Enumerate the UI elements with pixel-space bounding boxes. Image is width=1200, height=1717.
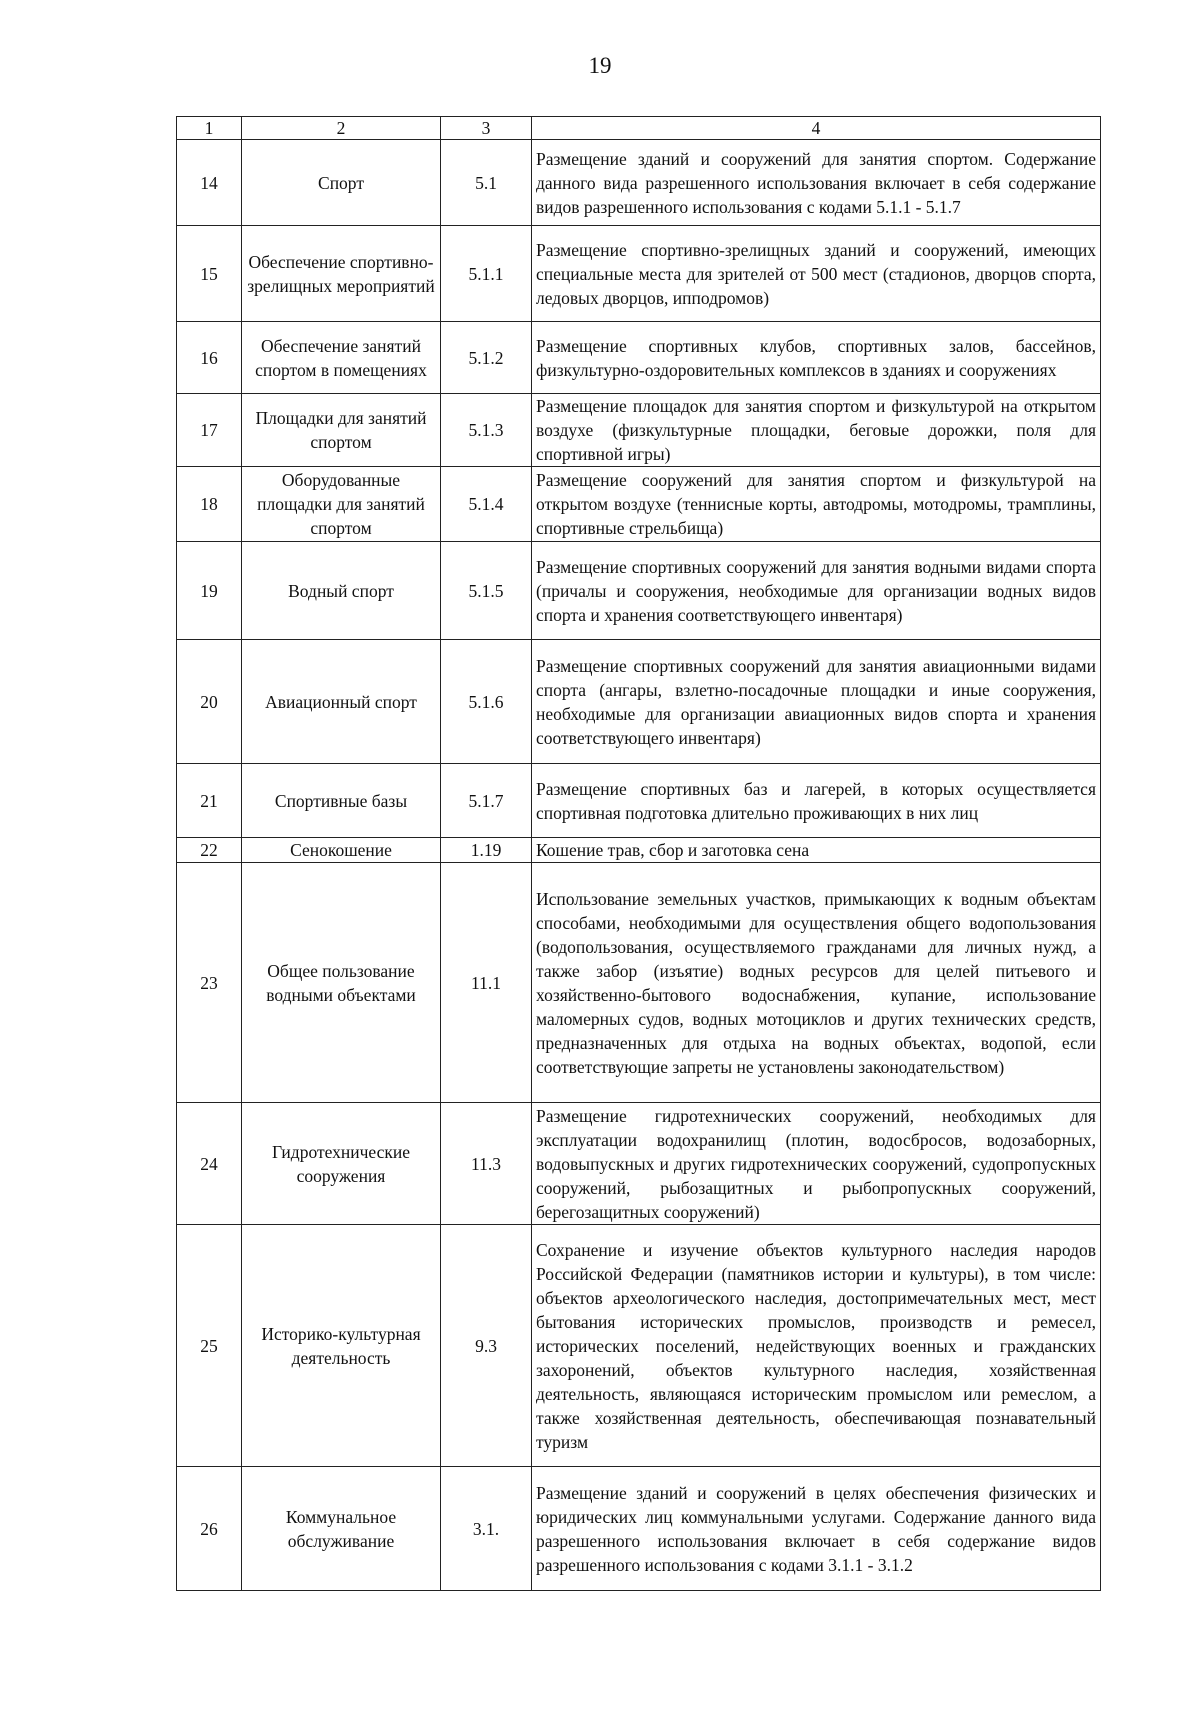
- row-description: Размещение спортивно-зрелищных зданий и сооружений, имеющих специальные места для зрителей от 500 мест (стадионов, дворцов спорта, ледовых дворцов, ипподромов): [532, 226, 1101, 322]
- row-number: 19: [177, 542, 242, 640]
- row-description: Размещение спортивных клубов, спортивных залов, бассейнов, физкультурно-оздоровительных комплексов в зданиях и сооружениях: [532, 322, 1101, 394]
- row-name: Спортивные базы: [242, 764, 441, 838]
- row-description: Размещение площадок для занятия спортом и физкультурой на открытом воздухе (физкультурные площадки, беговые дорожки, поля для спортивной игры): [532, 394, 1101, 467]
- column-header-1: 1: [177, 117, 242, 140]
- column-header-4: 4: [532, 117, 1101, 140]
- row-number: 20: [177, 640, 242, 764]
- row-description: Размещение зданий и сооружений в целях обеспечения физических и юридических лиц коммунальными услугами. Содержание данного вида разрешенного использования включает в себя содержание видов разрешенного использования с кодами 3.1.1 - 3.1.2: [532, 1467, 1101, 1591]
- row-code: 9.3: [441, 1225, 532, 1467]
- row-code: 5.1.3: [441, 394, 532, 467]
- row-description: Размещение спортивных сооружений для занятия авиационными видами спорта (ангары, взлетно-посадочные площадки и иные сооружения, необходимые для организации авиационных видов спорта и хранения соответствующего инвентаря): [532, 640, 1101, 764]
- row-name: Гидротехнические сооружения: [242, 1103, 441, 1225]
- table-row: [177, 764, 1101, 838]
- row-code: 5.1.6: [441, 640, 532, 764]
- column-header-3: 3: [441, 117, 532, 140]
- row-description: Размещение зданий и сооружений для занятия спортом. Содержание данного вида разрешенного использования включает в себя содержание видов разрешенного использования с кодами 5.1.1 - 5.1.7: [532, 140, 1101, 226]
- row-number: 17: [177, 394, 242, 467]
- table-header-row: [177, 117, 1101, 140]
- row-description: Размещение гидротехнических сооружений, необходимых для эксплуатации водохранилищ (плотин, водосбросов, водозаборных, водовыпускных и других гидротехнических сооружений, судопропускных сооружений, рыбозащитных и рыбопропускных сооружений, берегозащитных сооружений): [532, 1103, 1101, 1225]
- table-row: [177, 542, 1101, 640]
- row-number: 18: [177, 467, 242, 542]
- row-number: 14: [177, 140, 242, 226]
- row-description: Сохранение и изучение объектов культурного наследия народов Российской Федерации (памятников истории и культуры), в том числе: объектов археологического наследия, достопримечательных мест, мест бытования исторических промыслов, производств и ремесел, исторических поселений, недействующих военных и гражданских захоронений, объектов культурного наследия, хозяйственная деятельность, являющаяся историческим промыслом или ремеслом, а также хозяйственная деятельность, обеспечивающая познавательный туризм: [532, 1225, 1101, 1467]
- table-row: [177, 394, 1101, 467]
- table-row: [177, 640, 1101, 764]
- row-code: 5.1.4: [441, 467, 532, 542]
- row-name: Авиационный спорт: [242, 640, 441, 764]
- row-name: Общее пользование водными объектами: [242, 863, 441, 1103]
- row-number: 23: [177, 863, 242, 1103]
- row-description: Размещение спортивных сооружений для занятия водными видами спорта (причалы и сооружения, необходимые для организации водных видов спорта и хранения соответствующего инвентаря): [532, 542, 1101, 640]
- row-number: 22: [177, 838, 242, 863]
- column-header-2: 2: [242, 117, 441, 140]
- row-name: Обеспечение занятий спортом в помещениях: [242, 322, 441, 394]
- row-number: 26: [177, 1467, 242, 1591]
- table-row: [177, 1225, 1101, 1467]
- table-row: [177, 863, 1101, 1103]
- row-number: 25: [177, 1225, 242, 1467]
- table-row: [177, 226, 1101, 322]
- row-code: 3.1.: [441, 1467, 532, 1591]
- row-name: Сенокошение: [242, 838, 441, 863]
- row-description: Размещение сооружений для занятия спортом и физкультурой на открытом воздухе (теннисные корты, автодромы, мотодромы, трамплины, спортивные стрельбища): [532, 467, 1101, 542]
- table-row: [177, 322, 1101, 394]
- row-name: Историко-культурная деятельность: [242, 1225, 441, 1467]
- row-code: 11.1: [441, 863, 532, 1103]
- row-name: Спорт: [242, 140, 441, 226]
- row-description: Кошение трав, сбор и заготовка сена: [532, 838, 1101, 863]
- row-code: 5.1: [441, 140, 532, 226]
- row-code: 11.3: [441, 1103, 532, 1225]
- table-row: [177, 467, 1101, 542]
- row-code: 5.1.5: [441, 542, 532, 640]
- row-name: Водный спорт: [242, 542, 441, 640]
- page-number: 19: [588, 53, 612, 78]
- table-row: [177, 1103, 1101, 1225]
- row-code: 5.1.1: [441, 226, 532, 322]
- table-row: [177, 838, 1101, 863]
- row-number: 21: [177, 764, 242, 838]
- row-code: 1.19: [441, 838, 532, 863]
- row-name: Коммунальное обслуживание: [242, 1467, 441, 1591]
- row-name: Площадки для занятий спортом: [242, 394, 441, 467]
- row-number: 16: [177, 322, 242, 394]
- row-description: Использование земельных участков, примыкающих к водным объектам способами, необходимыми для осуществления общего водопользования (водопользования, осуществляемого гражданами для личных нужд, а также забор (изъятие) водных ресурсов для целей питьевого и хозяйственно-бытового водоснабжения, купание, использование маломерных судов, водных мотоциклов и других технических средств, предназначенных для отдыха на водных объектах, водопой, если соответствующие запреты не установлены законодательством): [532, 863, 1101, 1103]
- row-name: Оборудованные площадки для занятий спортом: [242, 467, 441, 542]
- row-code: 5.1.2: [441, 322, 532, 394]
- row-number: 24: [177, 1103, 242, 1225]
- row-description: Размещение спортивных баз и лагерей, в которых осуществляется спортивная подготовка длительно проживающих в них лиц: [532, 764, 1101, 838]
- row-code: 5.1.7: [441, 764, 532, 838]
- row-number: 15: [177, 226, 242, 322]
- table-row: [177, 1467, 1101, 1591]
- land-use-table: [176, 116, 1101, 1591]
- table-row: [177, 140, 1101, 226]
- row-name: Обеспечение спортивно-зрелищных мероприятий: [242, 226, 441, 322]
